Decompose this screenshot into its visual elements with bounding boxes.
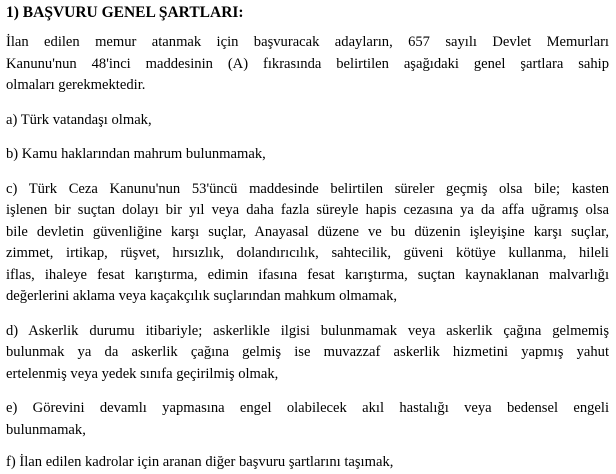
document-page — [6, 3, 609, 474]
condition-item-b — [6, 144, 609, 166]
condition-line: bulunmamak, — [6, 421, 86, 438]
condition-item-d — [6, 321, 609, 386]
condition-line: ertelenmiş veya yedek sınıfa geçirilmiş olmak, — [6, 365, 279, 382]
condition-line: bile devletin güvenliğine karşı suçlar, Anayasal düzene ve bu düzenin işleyişine karşı suçlar, — [6, 223, 609, 240]
condition-line: a) Türk vatandaşı olmak, — [6, 111, 152, 128]
condition-line: b) Kamu haklarından mahrum bulunmamak, — [6, 146, 266, 162]
condition-item-c — [6, 179, 609, 308]
condition-line: f) İlan edilen kadrolar için aranan diğer başvuru şartlarını taşımak, — [6, 454, 394, 470]
intro-line: olmaları gerekmektedir. — [6, 77, 146, 93]
condition-line: d) Askerlik durumu itibariyle; askerlikle ilgisi bulunmamak veya askerlik çağına gelmemiş — [6, 322, 609, 339]
intro-paragraph — [6, 32, 609, 97]
condition-item-e — [6, 398, 609, 441]
section-heading: 1) BAŞVURU GENEL ŞARTLARI: — [6, 4, 244, 21]
condition-line: c) Türk Ceza Kanunu'nun 53'üncü maddesinde belirtilen süreler geçmiş olsa bile; kasten — [6, 180, 609, 197]
condition-line: işlenen bir suçtan dolayı bir yıl veya daha fazla süreyle hapis cezasına ya da affa uğramış olsa — [6, 202, 609, 218]
intro-line: İlan edilen memur atanmak için başvuracak adayların, 657 sayılı Devlet Memurları — [6, 34, 609, 50]
condition-item-a — [6, 110, 609, 132]
condition-line: iflas, ihaleye fesat karıştırma, edimin ifasına fesat karıştırma, suçtan kaynaklanan malvarlığı — [6, 266, 609, 283]
condition-line: zimmet, irtikap, rüşvet, hırsızlık, dolandırıcılık, sahtecilik, güveni kötüye kullanma, hileli — [6, 245, 609, 261]
condition-line: değerlerini aklama veya kaçakçılık suçlarından mahkum olmamak, — [6, 288, 398, 304]
condition-line: e) Görevini devamlı yapmasına engel olabilecek akıl hastalığı veya bedensel engeli — [6, 400, 609, 416]
condition-line: bulunmak ya da askerlik çağına gelmiş ise muvazzaf askerlik hizmetini yapmış yahut — [6, 344, 609, 360]
condition-item-f — [6, 452, 609, 474]
intro-line: Kanunu'nun 48'inci maddesinin (A) fıkrasında belirtilen aşağıdaki genel şartlara sahip — [6, 55, 609, 72]
